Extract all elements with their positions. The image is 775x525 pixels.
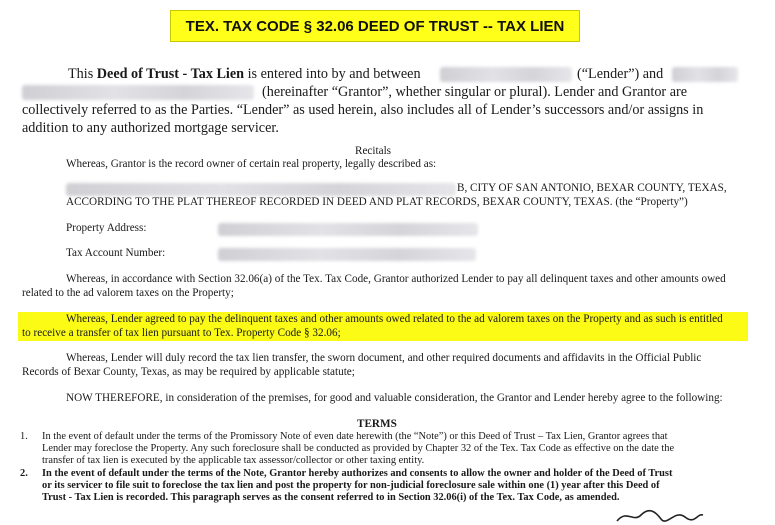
recital-authorization-line-1: Whereas, in accordance with Section 32.06(a) of the Tex. Tax Code, Grantor authorized Lender to pay all delinquent taxes and other amounts owed	[66, 273, 726, 285]
signature-scribble	[615, 505, 705, 525]
tax-account-label: Tax Account Number:	[66, 247, 166, 259]
intro-line-1	[68, 66, 421, 83]
recitals-heading: Recitals	[355, 145, 392, 157]
property-address-label: Property Address:	[66, 222, 147, 234]
term-1-line-3: transfer of tax lien is executed by the applicable tax assessor/collector or other taxing entity.	[42, 455, 425, 466]
term-2-number: 2.	[20, 468, 28, 479]
intro-bold-title: Deed of Trust - Tax Lien	[96, 66, 245, 82]
redacted-grantor-name	[22, 85, 254, 100]
intro-line-2: (hereinafter “Grantor”, whether singular or plural). Lender and Grantor are	[262, 84, 688, 100]
recital-authorization-line-2: related to the ad valorem taxes on the Property;	[22, 287, 234, 299]
recital-owner: Whereas, Grantor is the record owner of certain real property, legally described as:	[66, 158, 437, 170]
redacted-tax-account-number	[218, 248, 476, 261]
document-title: TEX. TAX CODE § 32.06 DEED OF TRUST -- TAX LIEN	[170, 10, 580, 42]
recital-recording-line-2: Records of Bexar County, Texas, as may be required by applicable statute;	[22, 366, 355, 378]
intro-lender-label: (“Lender”) and	[577, 66, 664, 82]
redacted-lender-name	[440, 67, 572, 82]
term-2-line-3: Trust - Tax Lien is recorded. This paragraph serves as the consent referred to in Section 32.06(i) of the Tex. Tax Code, as amended.	[42, 492, 620, 503]
legal-city-county: B, CITY OF SAN ANTONIO, BEXAR COUNTY, TEXAS,	[457, 182, 727, 194]
intro-line-4: addition to any authorized mortgage servicer.	[22, 120, 279, 136]
recital-transfer-line-1: Whereas, Lender agreed to pay the delinquent taxes and other amounts owed related to the ad valorem taxes on the Property and as such is entitled	[66, 313, 723, 325]
redacted-property-address	[218, 223, 478, 236]
intro-text: is entered into by and between	[244, 66, 421, 82]
redacted-legal-description	[66, 183, 456, 196]
term-1-number: 1.	[20, 431, 28, 442]
term-2-line-2: or its servicer to file suit to foreclose the tax lien and post the property for non-judicial foreclosure sale within one (1) year after this Deed of	[42, 480, 660, 491]
term-1-line-2: Lender may foreclose the Property. Any such foreclosure shall be conducted as provided by Chapter 32 of the Tex. Tax Code as effective on the date the	[42, 443, 675, 454]
recital-recording-line-1: Whereas, Lender will duly record the tax lien transfer, the sworn document, and other required documents and affidavits in the Official Public	[66, 352, 702, 364]
recital-transfer-line-2: to receive a transfer of tax lien pursuant to Tex. Property Code § 32.06;	[22, 327, 341, 339]
terms-heading: TERMS	[357, 418, 397, 430]
now-therefore-clause: NOW THEREFORE, in consideration of the premises, for good and valuable consideration, the Grantor and Lender hereby agree to the following:	[66, 392, 723, 404]
term-1-line-1: In the event of default under the terms of the Promissory Note of even date herewith (the “Note”) or this Deed of Trust – Tax Lien, Grantor agrees that	[42, 431, 668, 442]
redacted-grantor-name-start	[672, 67, 738, 82]
term-2-line-1: In the event of default under the terms of the Note, Grantor hereby authorizes and consents to allow the owner and holder of the Deed of Trust	[42, 468, 673, 479]
legal-plat-line: ACCORDING TO THE PLAT THEREOF RECORDED IN DEED AND PLAT RECORDS, BEXAR COUNTY, TEXAS. (the “Property”)	[66, 196, 688, 208]
intro-line-3: collectively referred to as the Parties. “Lender” as used herein, also includes all of Lender’s successors and/or assigns in	[22, 102, 704, 118]
intro-text: This	[68, 66, 97, 82]
